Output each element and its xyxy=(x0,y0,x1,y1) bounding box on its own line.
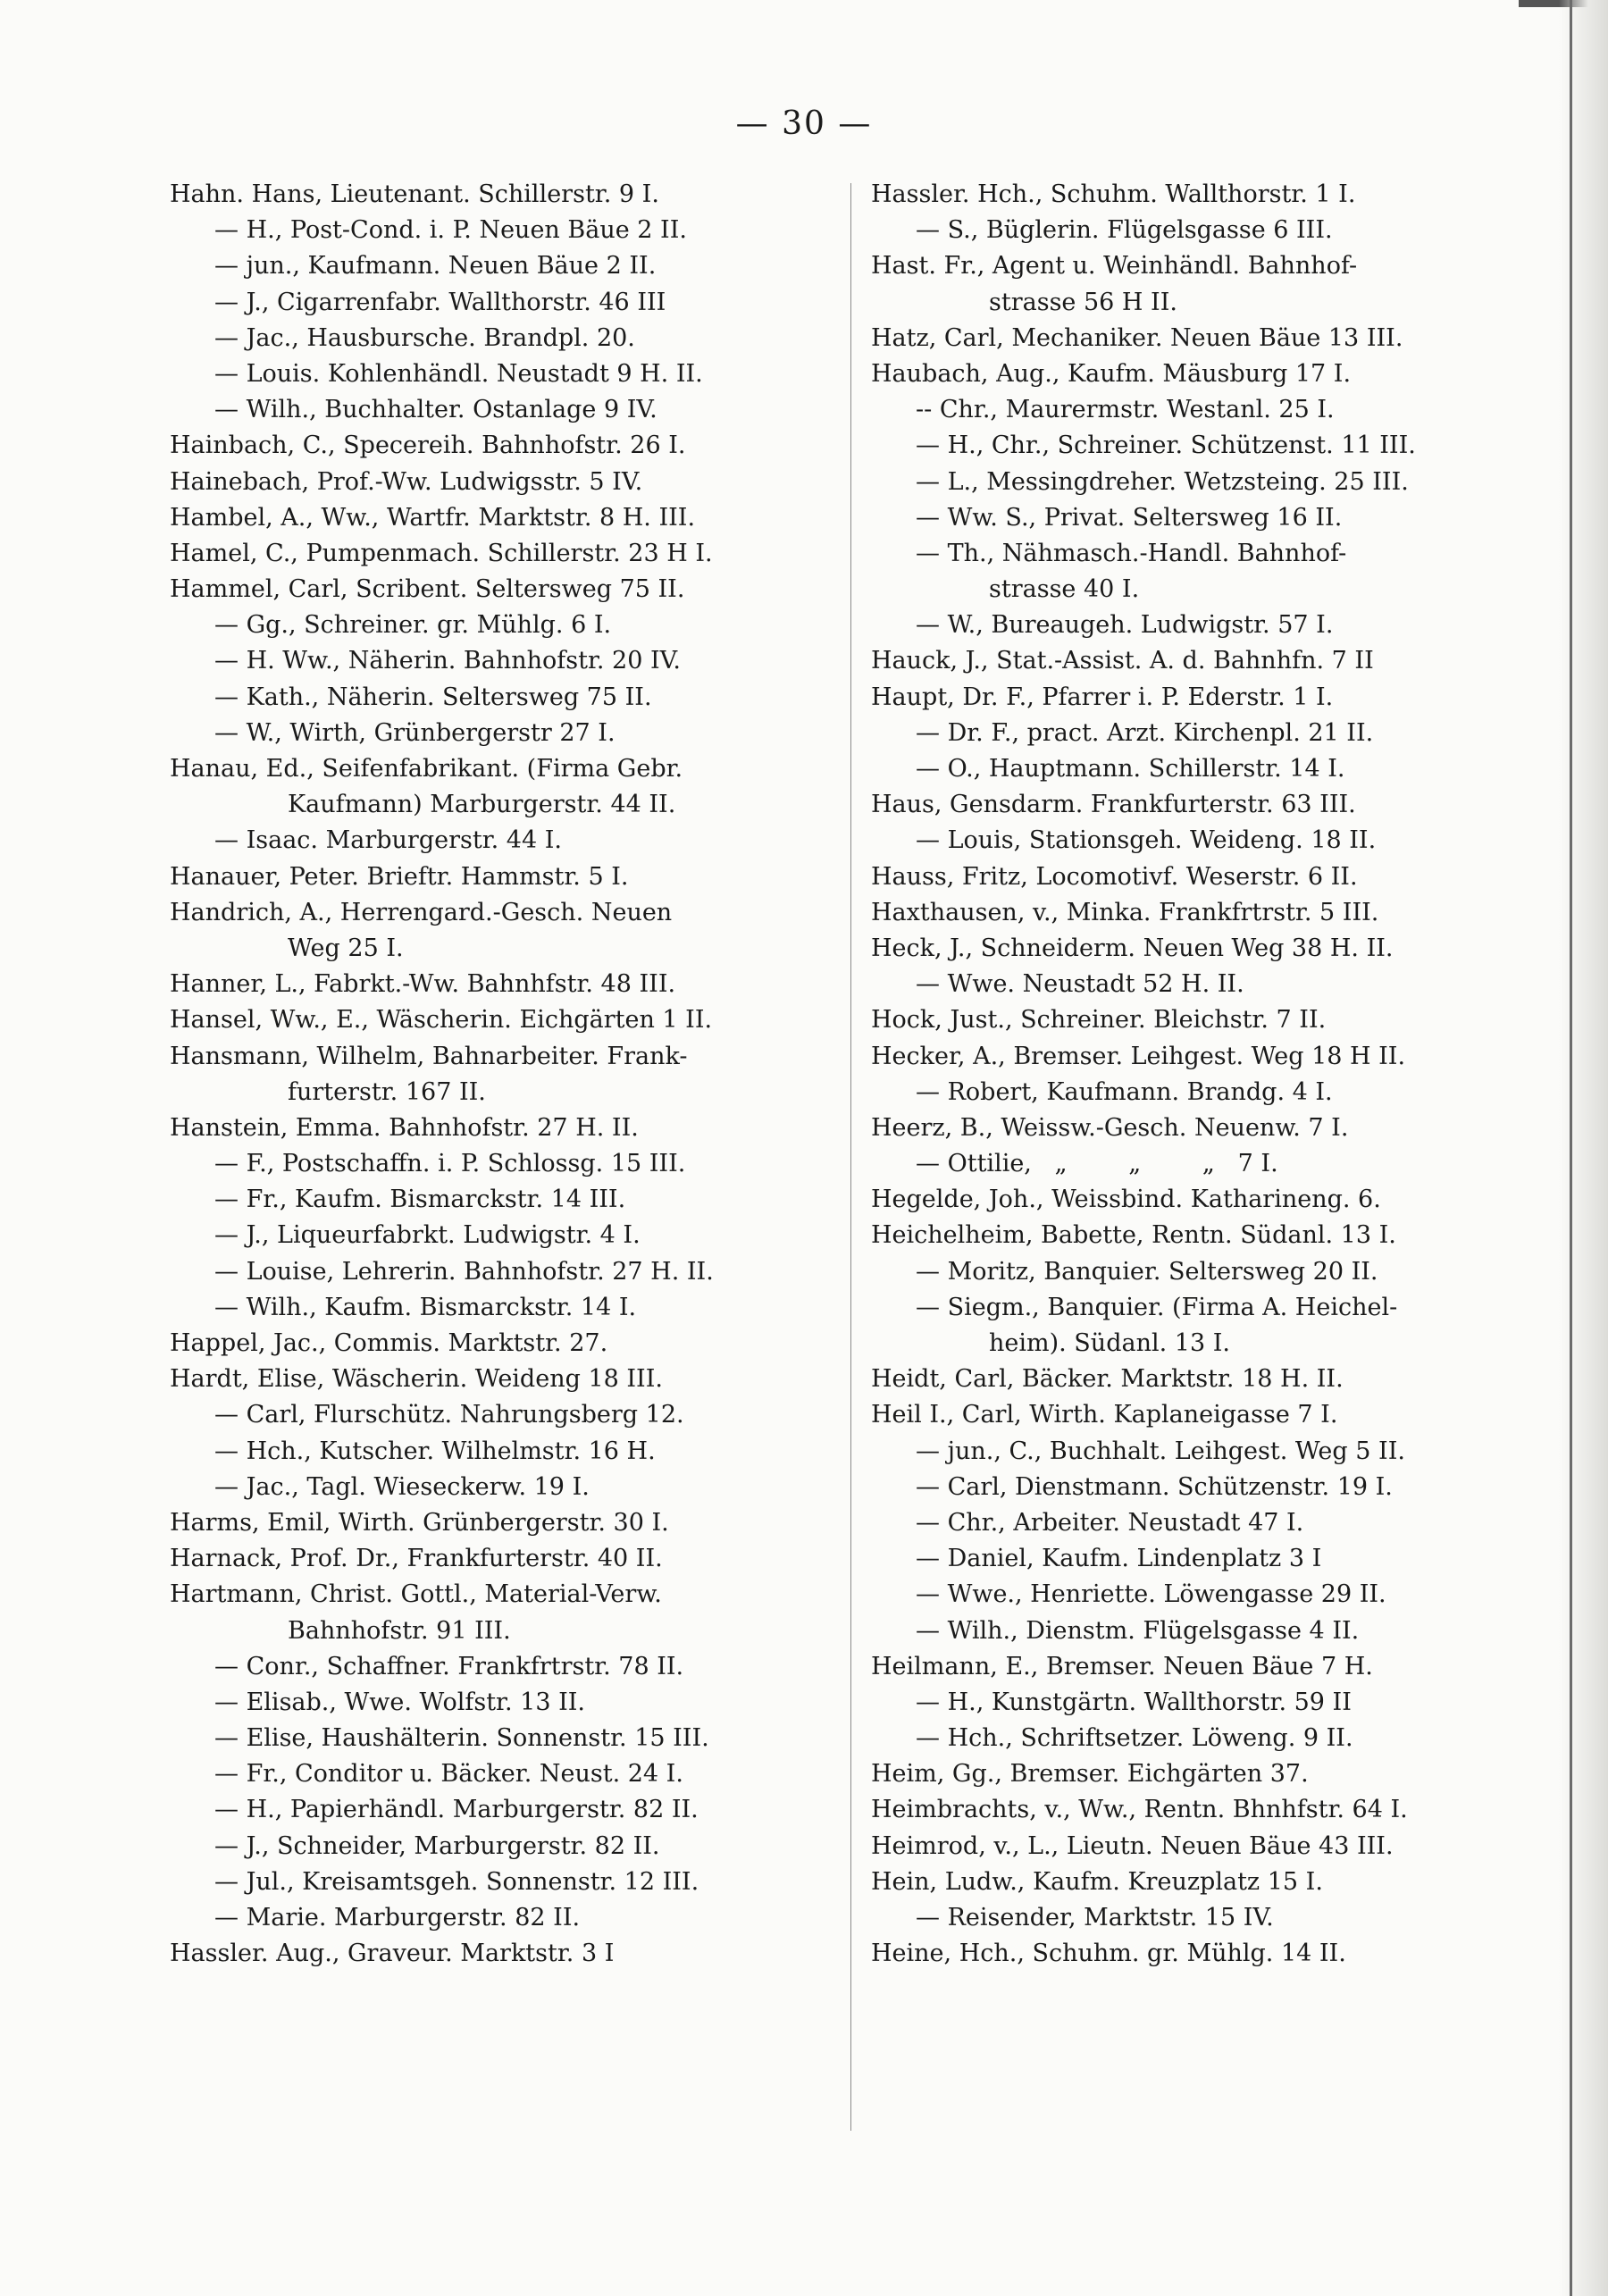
directory-entry: Heilmann, E., Bremser. Neuen Bäue 7 H. xyxy=(871,1652,1373,1680)
directory-entry: — Daniel, Kaufm. Lindenplatz 3 I xyxy=(916,1545,1322,1573)
directory-entry: Hegelde, Joh., Weissbind. Katharineng. 6. xyxy=(871,1186,1381,1214)
directory-entry: Haxthausen, v., Minka. Frankfrtrstr. 5 III. xyxy=(871,898,1379,926)
directory-entry: Hanau, Ed., Seifenfabrikant. (Firma Gebr. xyxy=(170,755,683,783)
directory-entry: Hanauer, Peter. Brieftr. Hammstr. 5 I. xyxy=(170,862,629,891)
directory-entry: Harnack, Prof. Dr., Frankfurterstr. 40 II. xyxy=(170,1545,663,1573)
directory-entry: Hein, Ludw., Kaufm. Kreuzplatz 15 I. xyxy=(871,1867,1323,1896)
directory-entry: Hassler. Aug., Graveur. Marktstr. 3 I xyxy=(170,1940,615,1968)
directory-entry: — Dr. F., pract. Arzt. Kirchenpl. 21 II. xyxy=(916,718,1374,747)
directory-column-left xyxy=(170,177,836,1972)
directory-entry: — jun., C., Buchhalt. Leihgest. Weg 5 II. xyxy=(916,1437,1405,1465)
directory-entry: Heck, J., Schneiderm. Neuen Weg 38 H. II. xyxy=(871,934,1394,962)
directory-entry: — Elise, Haushälterin. Sonnenstr. 15 III. xyxy=(214,1724,709,1753)
directory-entry: Hatz, Carl, Mechaniker. Neuen Bäue 13 III. xyxy=(871,323,1403,352)
directory-entry: — Th., Nähmasch.-Handl. Bahnhof- xyxy=(916,539,1347,567)
directory-entry: Hansel, Ww., E., Wäscherin. Eichgärten 1 II. xyxy=(170,1006,713,1035)
directory-entry: — Carl, Flurschütz. Nahrungsberg 12. xyxy=(214,1401,684,1429)
directory-entry: Heichelheim, Babette, Rentn. Südanl. 13 I. xyxy=(871,1221,1396,1250)
directory-entry: — S., Büglerin. Flügelsgasse 6 III. xyxy=(916,216,1333,245)
directory-entry: — Marie. Marburgerstr. 82 II. xyxy=(214,1904,581,1931)
directory-entry: — Hch., Schriftsetzer. Löweng. 9 II. xyxy=(916,1724,1353,1753)
directory-entry: Haubach, Aug., Kaufm. Mäusburg 17 I. xyxy=(871,359,1352,388)
directory-entry: — F., Postschaffn. i. P. Schlossg. 15 III. xyxy=(214,1150,686,1178)
directory-entry: — H., Post-Cond. i. P. Neuen Bäue 2 II. xyxy=(214,216,687,245)
directory-entry: Heimrod, v., L., Lieutn. Neuen Bäue 43 III. xyxy=(871,1831,1394,1860)
directory-entry: Hassler. Hch., Schuhm. Wallthorstr. 1 I. xyxy=(871,180,1356,208)
directory-entry: Hahn. Hans, Lieutenant. Schillerstr. 9 I. xyxy=(170,180,659,208)
directory-entry: Haus, Gensdarm. Frankfurterstr. 63 III. xyxy=(871,791,1356,819)
directory-entry: Hambel, A., Ww., Wartfr. Marktstr. 8 H. III. xyxy=(170,503,696,532)
page-edge-shadow xyxy=(1559,0,1608,2296)
directory-entry: Heidt, Carl, Bäcker. Marktstr. 18 H. II. xyxy=(871,1365,1344,1394)
directory-entry: Hauss, Fritz, Locomotivf. Weserstr. 6 II. xyxy=(871,862,1358,891)
directory-entry: — Gg., Schreiner. gr. Mühlg. 6 I. xyxy=(214,611,612,640)
directory-entry: — W., Wirth, Grünbergerstr 27 I. xyxy=(214,718,616,747)
directory-entry: Harms, Emil, Wirth. Grünbergerstr. 30 I. xyxy=(170,1508,669,1537)
directory-entry: furterstr. 167 II. xyxy=(288,1077,486,1106)
directory-entry: — Jul., Kreisamtsgeh. Sonnenstr. 12 III. xyxy=(214,1867,699,1896)
directory-entry: — W., Bureaugeh. Ludwigstr. 57 I. xyxy=(916,611,1334,640)
directory-entry: Heerz, B., Weissw.-Gesch. Neuenw. 7 I. xyxy=(871,1113,1349,1142)
directory-entry: heim). Südanl. 13 I. xyxy=(989,1329,1230,1357)
directory-entry: — Wwe., Henriette. Löwengasse 29 II. xyxy=(916,1580,1386,1609)
directory-entry: — J., Schneider, Marburgerstr. 82 II. xyxy=(214,1831,660,1860)
directory-entry: — L., Messingdreher. Wetzsteing. 25 III. xyxy=(916,467,1409,496)
directory-entry: -- Chr., Maurermstr. Westanl. 25 I. xyxy=(916,396,1335,424)
directory-entry: Hauck, J., Stat.-Assist. A. d. Bahnhfn. 7 II xyxy=(871,647,1374,675)
directory-column-right xyxy=(871,177,1532,1972)
directory-entry: strasse 56 H II. xyxy=(989,288,1177,316)
directory-entry: — Fr., Conditor u. Bäcker. Neust. 24 I. xyxy=(214,1760,683,1789)
directory-entry: Handrich, A., Herrengard.-Gesch. Neuen xyxy=(170,898,673,926)
directory-entry: Hecker, A., Bremser. Leihgest. Weg 18 H II. xyxy=(871,1042,1406,1070)
directory-entry: — Louis. Kohlenhändl. Neustadt 9 H. II. xyxy=(214,359,703,388)
directory-entry: — Wwe. Neustadt 52 H. II. xyxy=(916,970,1244,999)
directory-entry: — H. Ww., Näherin. Bahnhofstr. 20 IV. xyxy=(214,647,682,675)
directory-entry: Hanner, L., Fabrkt.-Ww. Bahnhfstr. 48 III. xyxy=(170,970,676,999)
directory-entry: — J., Liqueurfabrkt. Ludwigstr. 4 I. xyxy=(214,1221,641,1250)
directory-entry: Hock, Just., Schreiner. Bleichstr. 7 II. xyxy=(871,1006,1327,1035)
directory-entry: — Wilh., Buchhalter. Ostanlage 9 IV. xyxy=(214,396,657,424)
directory-entry: Heimbrachts, v., Ww., Rentn. Bhnhfstr. 64 I. xyxy=(871,1796,1408,1824)
directory-entry: Hardt, Elise, Wäscherin. Weideng 18 III. xyxy=(170,1365,663,1394)
page-edge-line xyxy=(1570,0,1572,2296)
directory-entry: — Ww. S., Privat. Seltersweg 16 II. xyxy=(916,503,1343,532)
directory-entry: Kaufmann) Marburgerstr. 44 II. xyxy=(288,791,676,819)
directory-entry: — H., Kunstgärtn. Wallthorstr. 59 II xyxy=(916,1688,1352,1716)
directory-entry: — Louis, Stationsgeh. Weideng. 18 II. xyxy=(916,826,1377,855)
directory-entry: — H., Chr., Schreiner. Schützenst. 11 III. xyxy=(916,432,1416,460)
directory-entry: — Carl, Dienstmann. Schützenstr. 19 I. xyxy=(916,1472,1393,1501)
directory-entry: Heine, Hch., Schuhm. gr. Mühlg. 14 II. xyxy=(871,1940,1346,1968)
directory-entry: — Ottilie, „ „ „ 7 I. xyxy=(916,1150,1278,1178)
directory-entry: — O., Hauptmann. Schillerstr. 14 I. xyxy=(916,755,1345,783)
directory-entry: Bahnhofstr. 91 III. xyxy=(288,1616,511,1645)
directory-entry: — Moritz, Banquier. Seltersweg 20 II. xyxy=(916,1257,1378,1286)
directory-entry: — Kath., Näherin. Seltersweg 75 II. xyxy=(214,683,652,711)
directory-entry: — J., Cigarrenfabr. Wallthorstr. 46 III xyxy=(214,288,666,316)
directory-entry: Happel, Jac., Commis. Marktstr. 27. xyxy=(170,1329,608,1357)
column-divider xyxy=(850,183,851,2131)
directory-entry: Hamel, C., Pumpenmach. Schillerstr. 23 H I. xyxy=(170,539,713,567)
directory-entry: — Wilh., Dienstm. Flügelsgasse 4 II. xyxy=(916,1616,1360,1645)
directory-entry: — Jac., Hausbursche. Brandpl. 20. xyxy=(214,323,635,352)
directory-entry: — Chr., Arbeiter. Neustadt 47 I. xyxy=(916,1508,1304,1537)
directory-entry: Hansmann, Wilhelm, Bahnarbeiter. Frank- xyxy=(170,1042,688,1070)
directory-entry: — Hch., Kutscher. Wilhelmstr. 16 H. xyxy=(214,1437,656,1465)
directory-entry: Weg 25 I. xyxy=(288,934,404,962)
directory-entry: — Robert, Kaufmann. Brandg. 4 I. xyxy=(916,1077,1333,1106)
directory-entry: Hast. Fr., Agent u. Weinhändl. Bahnhof- xyxy=(871,252,1358,281)
directory-entry: — Wilh., Kaufm. Bismarckstr. 14 I. xyxy=(214,1293,637,1321)
directory-entry: Haupt, Dr. F., Pfarrer i. P. Ederstr. 1 I. xyxy=(871,683,1334,711)
directory-entry: — Jac., Tagl. Wieseckerw. 19 I. xyxy=(214,1472,590,1501)
directory-entry: — Isaac. Marburgerstr. 44 I. xyxy=(214,826,562,855)
directory-entry: Heil I., Carl, Wirth. Kaplaneigasse 7 I. xyxy=(871,1401,1338,1429)
directory-entry: Hainbach, C., Specereih. Bahnhofstr. 26 I. xyxy=(170,432,686,460)
directory-entry: Hanstein, Emma. Bahnhofstr. 27 H. II. xyxy=(170,1113,639,1142)
directory-entry: — Siegm., Banquier. (Firma A. Heichel- xyxy=(916,1293,1398,1321)
directory-entry: — H., Papierhändl. Marburgerstr. 82 II. xyxy=(214,1796,699,1824)
directory-entry: — Louise, Lehrerin. Bahnhofstr. 27 H. II. xyxy=(214,1257,714,1286)
directory-entry: — Elisab., Wwe. Wolfstr. 13 II. xyxy=(214,1688,586,1716)
directory-entry: — jun., Kaufmann. Neuen Bäue 2 II. xyxy=(214,252,657,281)
directory-entry: — Conr., Schaffner. Frankfrtrstr. 78 II. xyxy=(214,1652,684,1680)
directory-entry: — Reisender, Marktstr. 15 IV. xyxy=(916,1904,1274,1931)
directory-entry: Hammel, Carl, Scribent. Seltersweg 75 II. xyxy=(170,575,685,604)
directory-entry: Heim, Gg., Bremser. Eichgärten 37. xyxy=(871,1760,1309,1789)
directory-entry: strasse 40 I. xyxy=(989,575,1140,604)
directory-entry: — Fr., Kaufm. Bismarckstr. 14 III. xyxy=(214,1186,626,1214)
page-number: — 30 — xyxy=(735,105,873,142)
directory-entry: Hartmann, Christ. Gottl., Material-Verw. xyxy=(170,1580,662,1609)
directory-entry: Hainebach, Prof.-Ww. Ludwigsstr. 5 IV. xyxy=(170,467,643,496)
